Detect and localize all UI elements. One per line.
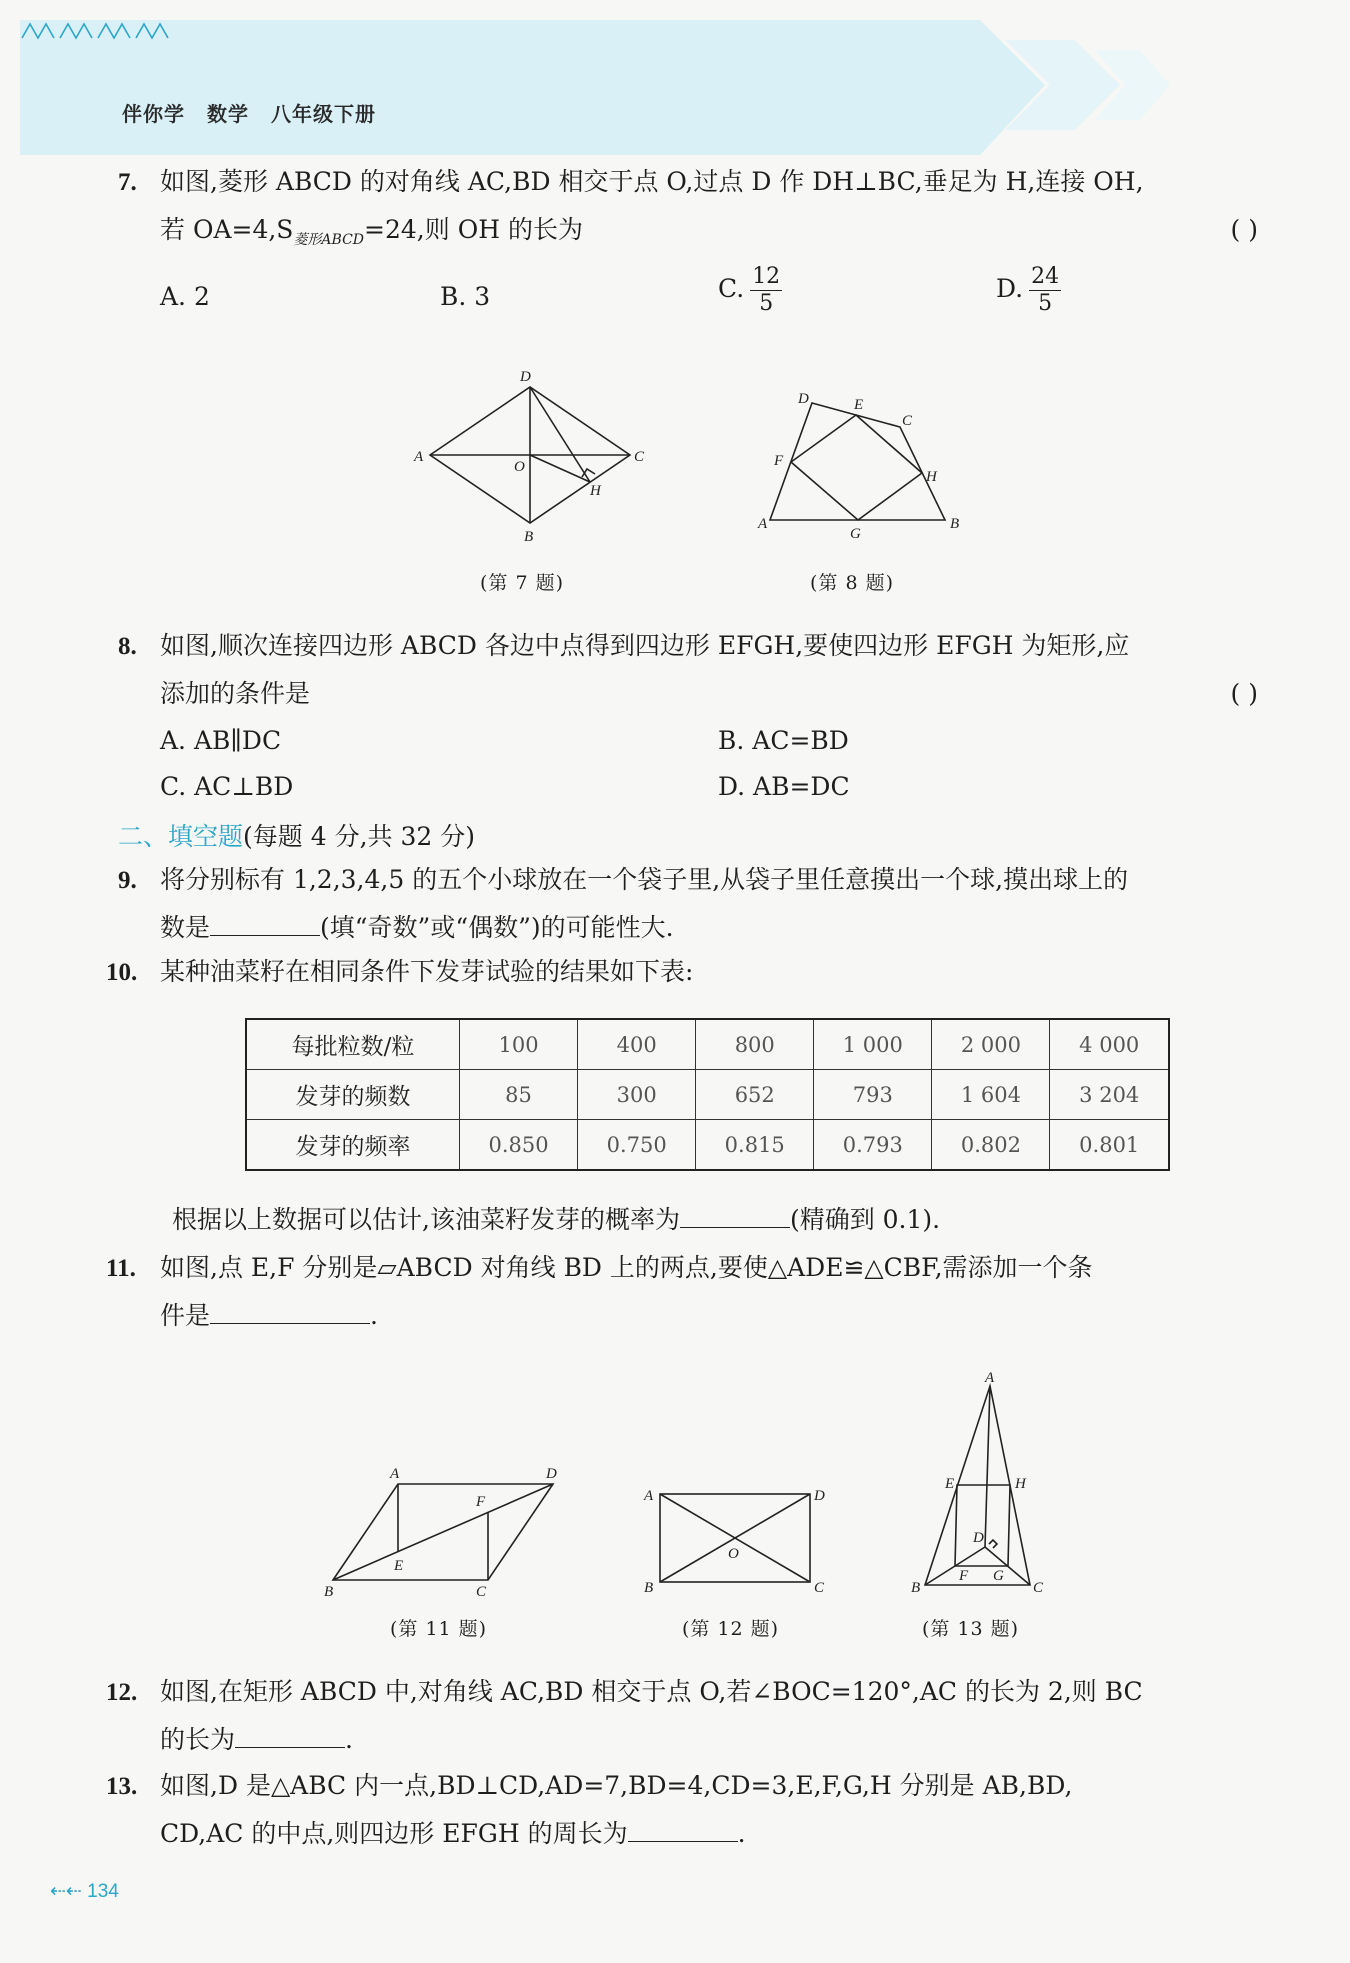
fig13-label-d: D [973,1530,984,1546]
q12-number: 12. [106,1679,138,1706]
header-subject: 数学 [207,102,249,126]
q13-line2b: . [737,1819,746,1848]
q7-option-c-num: 12 [752,264,781,289]
question-11 [106,1244,1258,1339]
q12-line2b: . [345,1725,353,1754]
fig8-label-c: C [902,413,913,429]
table-cell: 0.815 [696,1120,814,1171]
q8-number: 8. [118,633,137,660]
q10-line1: 某种油菜籽在相同条件下发芽试验的结果如下表: [160,957,694,986]
fig8-label-b: B [950,516,960,532]
table-cell: 0.750 [578,1120,696,1171]
page-number-value: 134 [87,1881,119,1902]
page-header [20,20,1250,155]
question-13 [106,1762,1258,1857]
header-banner [20,20,1250,155]
fig11-label-f: F [476,1494,486,1510]
fig13-label-h: H [1015,1476,1026,1492]
table-cell: 2 000 [932,1019,1050,1070]
table-cell: 0.801 [1050,1120,1169,1171]
q7-subscript: 菱形ABCD [293,232,365,248]
table-cell: 793 [814,1070,932,1120]
fig8-label-e: E [854,397,864,413]
fig13-caption: (第 13 题) [922,1618,1020,1640]
fig7-label-c: C [634,449,645,465]
fig8-label-f: F [774,453,784,469]
q12-blank[interactable] [235,1725,345,1748]
fig11-label-d: D [546,1466,557,1482]
fig8-label-g: G [850,526,861,542]
q7-option-d-label: D. [996,274,1024,303]
q8-option-c: C. AC⊥BD [160,772,294,801]
fig8-label-d: D [798,391,809,407]
header-grade: 八年级下册 [271,102,376,126]
question-9 [118,856,1258,951]
header-book: 伴你学 [122,102,185,126]
germination-table [245,1018,1170,1171]
fig7-label-a: A [414,449,424,465]
fig11-caption: (第 11 题) [390,1618,488,1640]
q13-number: 13. [106,1773,138,1800]
figure-7 [410,365,655,550]
question-12 [106,1668,1258,1763]
q9-blank[interactable] [210,913,320,936]
fig13-label-a: A [985,1370,995,1386]
fig12-label-c: C [814,1580,825,1596]
q9-line1: 将分别标有 1,2,3,4,5 的五个小球放在一个袋子里,从袋子里任意摸出一个球,摸出球上的 [160,865,1129,894]
q7-option-c-den: 5 [759,291,774,316]
fig8-label-a: A [758,516,768,532]
q7-option-d [996,264,1061,317]
table-cell: 3 204 [1050,1070,1169,1120]
header-triangles-icon [20,20,170,42]
page-arrows-icon: ⇠⇠ [50,1881,88,1902]
table-row [246,1120,1169,1171]
fig7-label-b: B [524,529,534,545]
q10-after-a: 根据以上数据可以估计,该油菜籽发芽的概率为 [172,1205,680,1234]
figure-11 [318,1462,568,1602]
q7-option-d-den: 5 [1038,291,1053,316]
figure-13 [905,1370,1055,1600]
q7-option-c [718,264,782,317]
table-row-header: 每批粒数/粒 [246,1019,460,1070]
q7-option-a: A. 2 [160,282,210,311]
table-cell: 0.850 [460,1120,578,1171]
table-row [246,1019,1169,1070]
fig7-label-d: D [520,369,531,385]
table-row-header: 发芽的频率 [246,1120,460,1171]
fig13-label-e: E [945,1476,955,1492]
table-cell: 100 [460,1019,578,1070]
q8-option-b: B. AC=BD [718,726,849,755]
q7-number: 7. [118,169,137,196]
question-10 [106,948,1258,996]
q13-line2a: CD,AC 的中点,则四边形 EFGH 的周长为 [160,1819,628,1848]
table-cell: 0.793 [814,1120,932,1171]
q8-line1: 如图,顺次连接四边形 ABCD 各边中点得到四边形 EFGH,要使四边形 EFGH 为矩形,应 [160,631,1130,660]
q7-option-b: B. 3 [440,282,491,311]
q11-line2a: 件是 [160,1301,211,1330]
q7-line2a: 若 OA=4,S [160,215,294,244]
q9-line2b: (填“奇数”或“偶数”)的可能性大. [320,913,674,942]
fig13-label-g: G [993,1568,1004,1584]
section-note: (每题 4 分,共 32 分) [243,822,475,851]
q10-blank[interactable] [680,1205,790,1228]
table-cell: 85 [460,1070,578,1120]
fig8-caption: (第 8 题) [810,572,894,594]
page-number [50,1880,119,1903]
q7-line1: 如图,菱形 ABCD 的对角线 AC,BD 相交于点 O,过点 D 作 DH⊥BC,垂足为 H,连接 OH, [160,167,1144,196]
table-cell: 652 [696,1070,814,1120]
table-row-header: 发芽的频数 [246,1070,460,1120]
q8-option-a: A. AB∥DC [160,726,282,755]
q13-line1: 如图,D 是△ABC 内一点,BD⊥CD,AD=7,BD=4,CD=3,E,F,G,H 分别是 AB,BD, [160,1771,1073,1800]
table-row [246,1070,1169,1120]
fig11-label-b: B [324,1584,334,1600]
section-heading [118,817,475,853]
q7-option-d-num: 24 [1031,264,1060,289]
figure-8 [750,385,980,545]
q10-after-b: (精确到 0.1). [789,1205,941,1234]
q7-line2b: =24,则 OH 的长为 [364,215,583,244]
fig11-label-a: A [390,1466,400,1482]
q12-line2a: 的长为 [160,1725,236,1754]
fig12-label-o: O [728,1546,739,1562]
fig13-label-f: F [959,1568,969,1584]
q11-blank[interactable] [210,1301,370,1324]
table-cell: 0.802 [932,1120,1050,1171]
q11-line1: 如图,点 E,F 分别是▱ABCD 对角线 BD 上的两点,要使△ADE≌△CBF,需添加一个条 [160,1253,1093,1282]
figure-12 [638,1480,828,1600]
fig11-label-c: C [476,1584,487,1600]
section-title: 二、填空题 [118,822,244,851]
q8-line2: 添加的条件是 [160,679,311,708]
q9-number: 9. [118,867,137,894]
q7-answer-paren: ( ) [1230,215,1258,244]
q11-number: 11. [106,1255,136,1282]
table-cell: 400 [578,1019,696,1070]
q12-line1: 如图,在矩形 ABCD 中,对角线 AC,BD 相交于点 O,若∠BOC=120°,AC 的长为 2,则 BC [160,1677,1143,1706]
q11-line2b: . [370,1301,378,1330]
fig7-label-h: H [590,483,601,499]
q9-line2a: 数是 [160,913,211,942]
fig11-label-e: E [394,1558,404,1574]
table-cell: 1 000 [814,1019,932,1070]
fig13-label-c: C [1033,1580,1044,1596]
fig13-label-b: B [911,1580,921,1596]
q13-blank[interactable] [628,1819,738,1842]
q10-followup [172,1196,1252,1243]
fig12-caption: (第 12 题) [682,1618,780,1640]
fig12-label-a: A [644,1488,654,1504]
q7-option-c-label: C. [718,274,745,303]
table-cell: 800 [696,1019,814,1070]
question-7 [118,158,1258,264]
header-title [122,98,398,127]
fig12-label-d: D [814,1488,825,1504]
q8-option-d: D. AB=DC [718,772,850,801]
q10-number: 10. [106,959,138,986]
fig7-label-o: O [514,459,525,475]
question-8 [118,622,1258,717]
fig8-label-h: H [926,469,937,485]
table-cell: 4 000 [1050,1019,1169,1070]
table-cell: 1 604 [932,1070,1050,1120]
fig12-label-b: B [644,1580,654,1596]
table-cell: 300 [578,1070,696,1120]
fig7-caption: (第 7 题) [480,572,564,594]
q8-answer-paren: ( ) [1230,679,1258,708]
